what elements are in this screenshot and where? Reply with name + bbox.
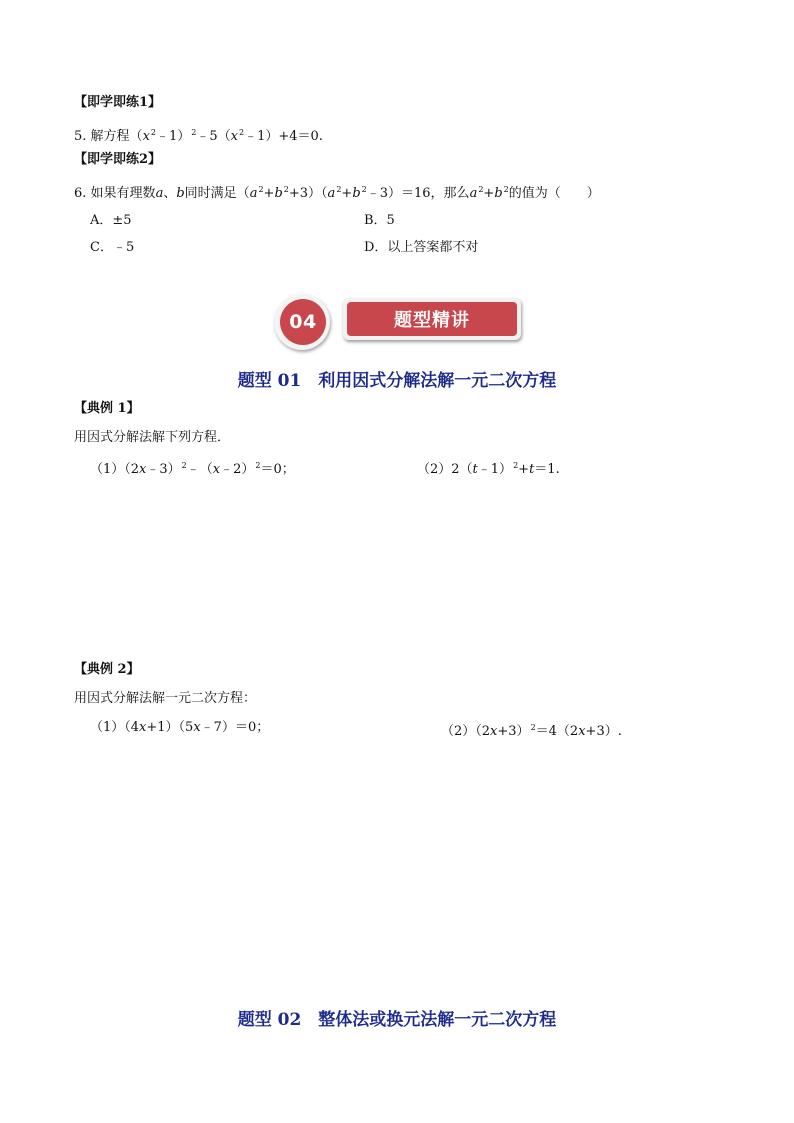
question-number: 5. <box>74 129 87 144</box>
example1-problem-2: （2）2（t﹣1）$^2$+t＝1. <box>417 461 560 477</box>
type02-heading: 题型 02 整体法或换元法解一元二次方程 <box>237 1010 557 1030</box>
example1-problem-1: （1）（2x﹣3）$^2$﹣（x﹣2）$^2$＝0； <box>90 461 295 477</box>
practice1-label: 【即学即练1】 <box>74 95 162 110</box>
option-b: B．5 <box>364 213 395 228</box>
example1-label: 【典例 1】 <box>74 401 140 416</box>
section-title: 题型精讲 <box>347 302 517 336</box>
section-banner <box>271 292 523 354</box>
question-6: 6. 如果有理数a、b同时满足$(a^2+b^2+3)(a^2+b^2﹣3)=16$，那么$a^2+b^2$的值为（ ） <box>74 185 600 201</box>
type01-heading: 题型 01 利用因式分解法解一元二次方程 <box>237 371 557 391</box>
example2-intro: 用因式分解法解一元二次方程： <box>74 691 257 706</box>
question-5: 5. 解方程$(x^2﹣1)^2﹣5(x^2﹣1)+4=0$. <box>74 128 323 144</box>
question-number: 6. <box>74 186 87 201</box>
example2-label: 【典例 2】 <box>74 662 140 677</box>
option-d: D．以上答案都不对 <box>364 240 479 255</box>
example2-problem-2: $(2)(2x+3)^2=4(2x+3)$. <box>441 723 622 739</box>
option-c: C．﹣5 <box>90 240 135 255</box>
section-title-bar <box>343 298 521 340</box>
practice2-label: 【即学即练2】 <box>74 152 162 167</box>
example1-intro: 用因式分解法解下列方程． <box>74 430 231 445</box>
option-a: A．±5 <box>90 213 132 228</box>
section-number-badge <box>274 294 330 350</box>
example2-problem-1: （1）（4x+1）（5x﹣7）＝0； <box>90 720 270 735</box>
section-number: 04 <box>280 299 326 345</box>
